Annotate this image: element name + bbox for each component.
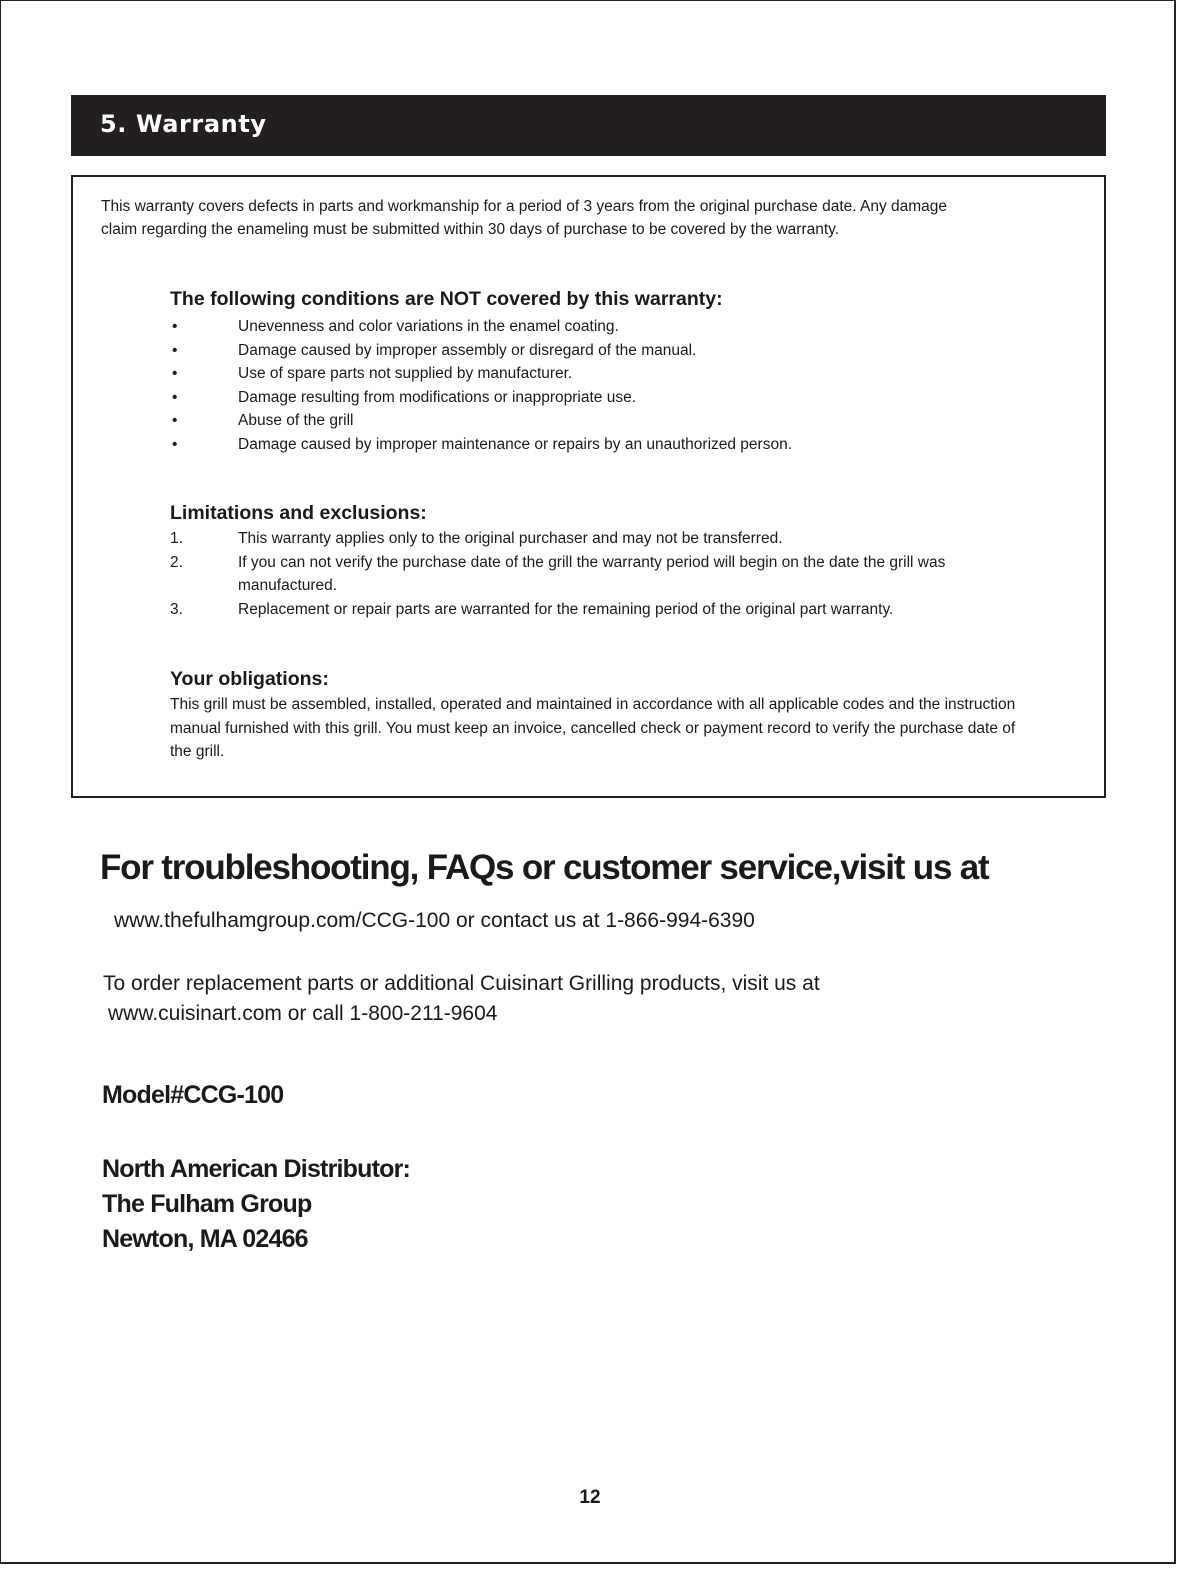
bullet-icon: • — [172, 412, 178, 429]
model-number: Model#CCG-100 — [102, 1081, 284, 1109]
warranty-intro: This warranty covers defects in parts and workmanship for a period of 3 years from the original purchase date. Any damage claim regarding the enameling must be submitted within 30 days of purchase to be covered by the warranty. — [101, 198, 948, 238]
bullet-icon: • — [172, 435, 178, 453]
order-parts-text — [103, 969, 820, 1029]
section-header — [71, 95, 1106, 156]
limitations-heading: Limitations and exclusions: — [170, 502, 427, 524]
distributor-block — [102, 1152, 410, 1257]
list-item: • Unevenness and color variations in the enamel coating. — [170, 315, 792, 339]
order-line: www.cuisinart.com or call 1-800-211-9604 — [108, 1002, 498, 1025]
distributor-address: Newton, MA 02466 — [102, 1225, 308, 1253]
list-number: 1. — [170, 530, 183, 547]
bullet-icon: • — [172, 388, 178, 406]
warranty-box — [71, 175, 1106, 798]
not-covered-list — [170, 315, 792, 456]
distributor-name: The Fulham Group — [102, 1190, 312, 1218]
obligations-text: This grill must be assembled, installed, operated and maintained in accordance with all applicable codes and the instruction manual furnished with this grill. You must keep an invoice, cancelled check or payment record to verify the purchase date of the grill. — [170, 696, 1016, 760]
list-item: • Damage caused by improper assembly or disregard of the manual. — [170, 339, 792, 363]
list-item: • Damage caused by improper maintenance or repairs by an unauthorized person. — [170, 433, 792, 457]
obligations-heading: Your obligations: — [170, 668, 329, 690]
list-item: • Use of spare parts not supplied by manufacturer. — [170, 362, 792, 386]
bullet-icon: • — [172, 341, 178, 359]
limitations-list — [170, 527, 1070, 621]
list-item: • Damage resulting from modifications or inappropriate use. — [170, 386, 792, 410]
distributor-label: North American Distributor: — [102, 1155, 411, 1183]
bullet-icon: • — [172, 365, 178, 382]
order-line: To order replacement parts or additional Cuisinart Grilling products, visit us at — [103, 972, 820, 995]
not-covered-heading: The following conditions are NOT covered by this warranty: — [170, 288, 723, 310]
list-item: 2. If you can not verify the purchase date of the grill the warranty period will begin on the date the grill was manufactured. — [170, 551, 1070, 598]
service-contact: www.thefulhamgroup.com/CCG-100 or contact us at 1-866-994-6390 — [114, 909, 755, 932]
list-item: • Abuse of the grill — [170, 409, 792, 433]
list-item: 3. Replacement or repair parts are warranted for the remaining period of the original part warranty. — [170, 598, 1070, 622]
page-number: 12 — [579, 1487, 601, 1508]
service-heading: For troubleshooting, FAQs or customer service,visit us at — [100, 848, 989, 887]
bullet-icon: • — [172, 318, 178, 335]
section-title: 5. Warranty — [100, 110, 267, 138]
list-item: 1. This warranty applies only to the original purchaser and may not be transferred. — [170, 527, 1070, 551]
list-number: 2. — [170, 553, 183, 571]
list-number: 3. — [170, 600, 183, 618]
